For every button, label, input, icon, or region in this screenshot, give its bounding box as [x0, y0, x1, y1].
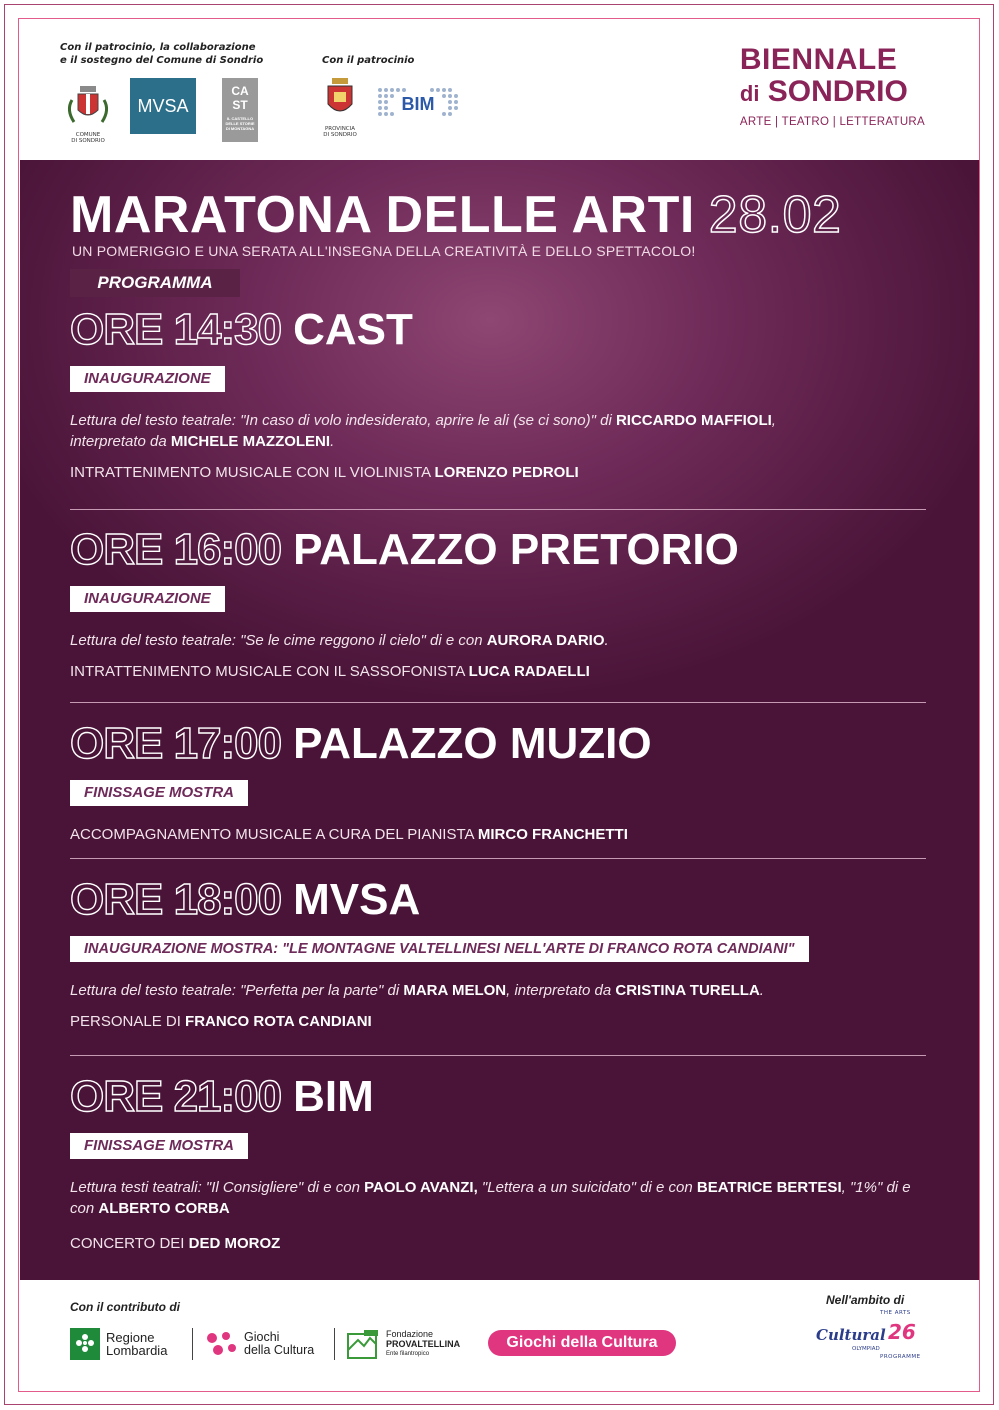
section-place: MVSA: [293, 875, 421, 924]
reading-text: , "1%" di e con: [70, 1179, 911, 1217]
event-subtitle: UN POMERIGGIO E UNA SERATA ALL'INSEGNA DELLA CREATIVITÀ E DELLO SPETTACOLO!: [72, 243, 696, 259]
author-name: PAOLO AVANZI,: [364, 1179, 478, 1196]
performer-name: MICHELE MAZZOLENI: [170, 433, 331, 450]
section-tag: INAUGURAZIONE: [70, 586, 225, 612]
sponsor-regione-line1: Regione: [106, 1330, 155, 1345]
exhibition-text: PERSONALE DI: [70, 1013, 186, 1030]
reading-text: "Lettera a un suicidato" di e con: [477, 1179, 697, 1196]
olympiad-ring-bottom: PROGRAMME: [880, 1354, 921, 1360]
provincia-logo-caption: PROVINCIA DI SONDRIO: [323, 126, 357, 138]
patronage-text-1: Con il patrocinio, la collaborazione e il sostegno del Comune di Sondrio: [60, 42, 264, 66]
patronage-text-2: Con il patrocinio: [322, 55, 415, 66]
program-label: PROGRAMMA: [70, 269, 240, 297]
section-place: CAST: [293, 305, 413, 354]
reading-text: .: [759, 982, 764, 999]
author-name: MARA MELON: [403, 982, 507, 999]
cast-logo-bottom: ST: [232, 98, 248, 112]
section-time: ORE 14:30: [70, 305, 282, 354]
olympiad-ring-top: THE ARTS: [880, 1310, 911, 1316]
sponsor-giochi-line2: della Cultura: [244, 1343, 315, 1357]
brand-line-1: BIENNALE: [739, 43, 898, 76]
section-time: ORE 21:00: [70, 1072, 282, 1121]
giochi-cultura-pill: Giochi della Cultura: [488, 1330, 676, 1356]
band-name: DED MOROZ: [188, 1235, 281, 1252]
brand-tagline: ARTE | TEATRO | LETTERATURA: [739, 116, 925, 128]
section-place: PALAZZO MUZIO: [293, 719, 652, 768]
inner-frame: [18, 18, 980, 1392]
music-text: INTRATTENIMENTO MUSICALE CON IL SASSOFONISTA: [70, 663, 469, 680]
olympiad-cultural: Cultural: [816, 1326, 886, 1344]
author-name: RICCARDO MAFFIOLI: [615, 412, 772, 429]
section-time: ORE 18:00: [70, 875, 282, 924]
sponsor-fond-line3: Ente filantropico: [386, 1351, 430, 1357]
olympiad-sub: OLYMPIAD: [852, 1346, 880, 1352]
artist-name: FRANCO ROTA CANDIANI: [185, 1013, 372, 1030]
brand-di: di: [739, 81, 760, 106]
section-place: PALAZZO PRETORIO: [293, 525, 739, 574]
music-text: ACCOMPAGNAMENTO MUSICALE A CURA DEL PIANISTA: [70, 826, 478, 843]
reading-text: Lettura del testo teatrale: "Perfetta per la parte" di: [70, 982, 404, 999]
bim-logo-text: BIM: [396, 92, 440, 116]
cast-logo-top: CA: [231, 84, 249, 98]
reading-text: Lettura del testo teatrale: "In caso di volo indesiderato, aprire le ali (se ci sono)" di: [70, 412, 616, 429]
performer-name: CRISTINA TURELLA: [615, 982, 760, 999]
ambito-label: Nell'ambito di: [826, 1293, 905, 1307]
contrib-label: Con il contributo di: [70, 1300, 180, 1314]
brand-sondrio: SONDRIO: [767, 75, 908, 108]
sponsor-giochi-line1: Giochi: [244, 1330, 280, 1344]
section-time: ORE 16:00: [70, 525, 282, 574]
reading-text: .: [330, 433, 335, 450]
musician-name: MIRCO FRANCHETTI: [477, 826, 628, 843]
section-time: ORE 17:00: [70, 719, 282, 768]
cast-logo-caption: IL CASTELLO DELLE STORIE DI MONTAGNA: [225, 116, 255, 131]
section-tag: INAUGURAZIONE MOSTRA: "LE MONTAGNE VALTELLINESI NELL'ARTE DI FRANCO ROTA CANDIANI": [70, 936, 809, 962]
sponsor-regione-line2: Lombardia: [106, 1343, 168, 1358]
musician-name: LUCA RADAELLI: [468, 663, 590, 680]
comune-logo-caption: COMUNE DI SONDRIO: [71, 132, 105, 144]
reading-text: , interpretato da: [506, 982, 616, 999]
music-text: INTRATTENIMENTO MUSICALE CON IL VIOLINISTA: [70, 464, 435, 481]
event-title: MARATONA DELLE ARTI: [70, 186, 695, 244]
concert-text: CONCERTO DEI: [70, 1235, 189, 1252]
reading-text: .: [604, 632, 609, 649]
reading-text: interpretato da: [70, 433, 171, 450]
section-tag: FINISSAGE MOSTRA: [70, 1133, 248, 1159]
author-name: BEATRICE BERTESI: [696, 1179, 842, 1196]
olympiad-number: 26: [888, 1320, 916, 1344]
reading-text: Lettura del testo teatrale: "Se le cime reggono il cielo" di e con: [70, 632, 487, 649]
author-name: ALBERTO CORBA: [98, 1200, 230, 1217]
event-date: 28.02: [708, 186, 842, 244]
author-name: AURORA DARIO: [486, 632, 605, 649]
section-place: BIM: [293, 1072, 374, 1121]
section-tag: INAUGURAZIONE: [70, 366, 225, 392]
reading-text: Lettura testi teatrali: "Il Consigliere" di e con: [70, 1179, 365, 1196]
reading-text: ,: [771, 412, 776, 429]
sponsor-fond-line1: Fondazione: [386, 1329, 434, 1339]
musician-name: LORENZO PEDROLI: [434, 464, 579, 481]
section-tag: FINISSAGE MOSTRA: [70, 780, 248, 806]
sponsor-fond-line2: PROVALTELLINA: [386, 1339, 461, 1349]
mvsa-logo-text: MVSA: [137, 96, 189, 116]
